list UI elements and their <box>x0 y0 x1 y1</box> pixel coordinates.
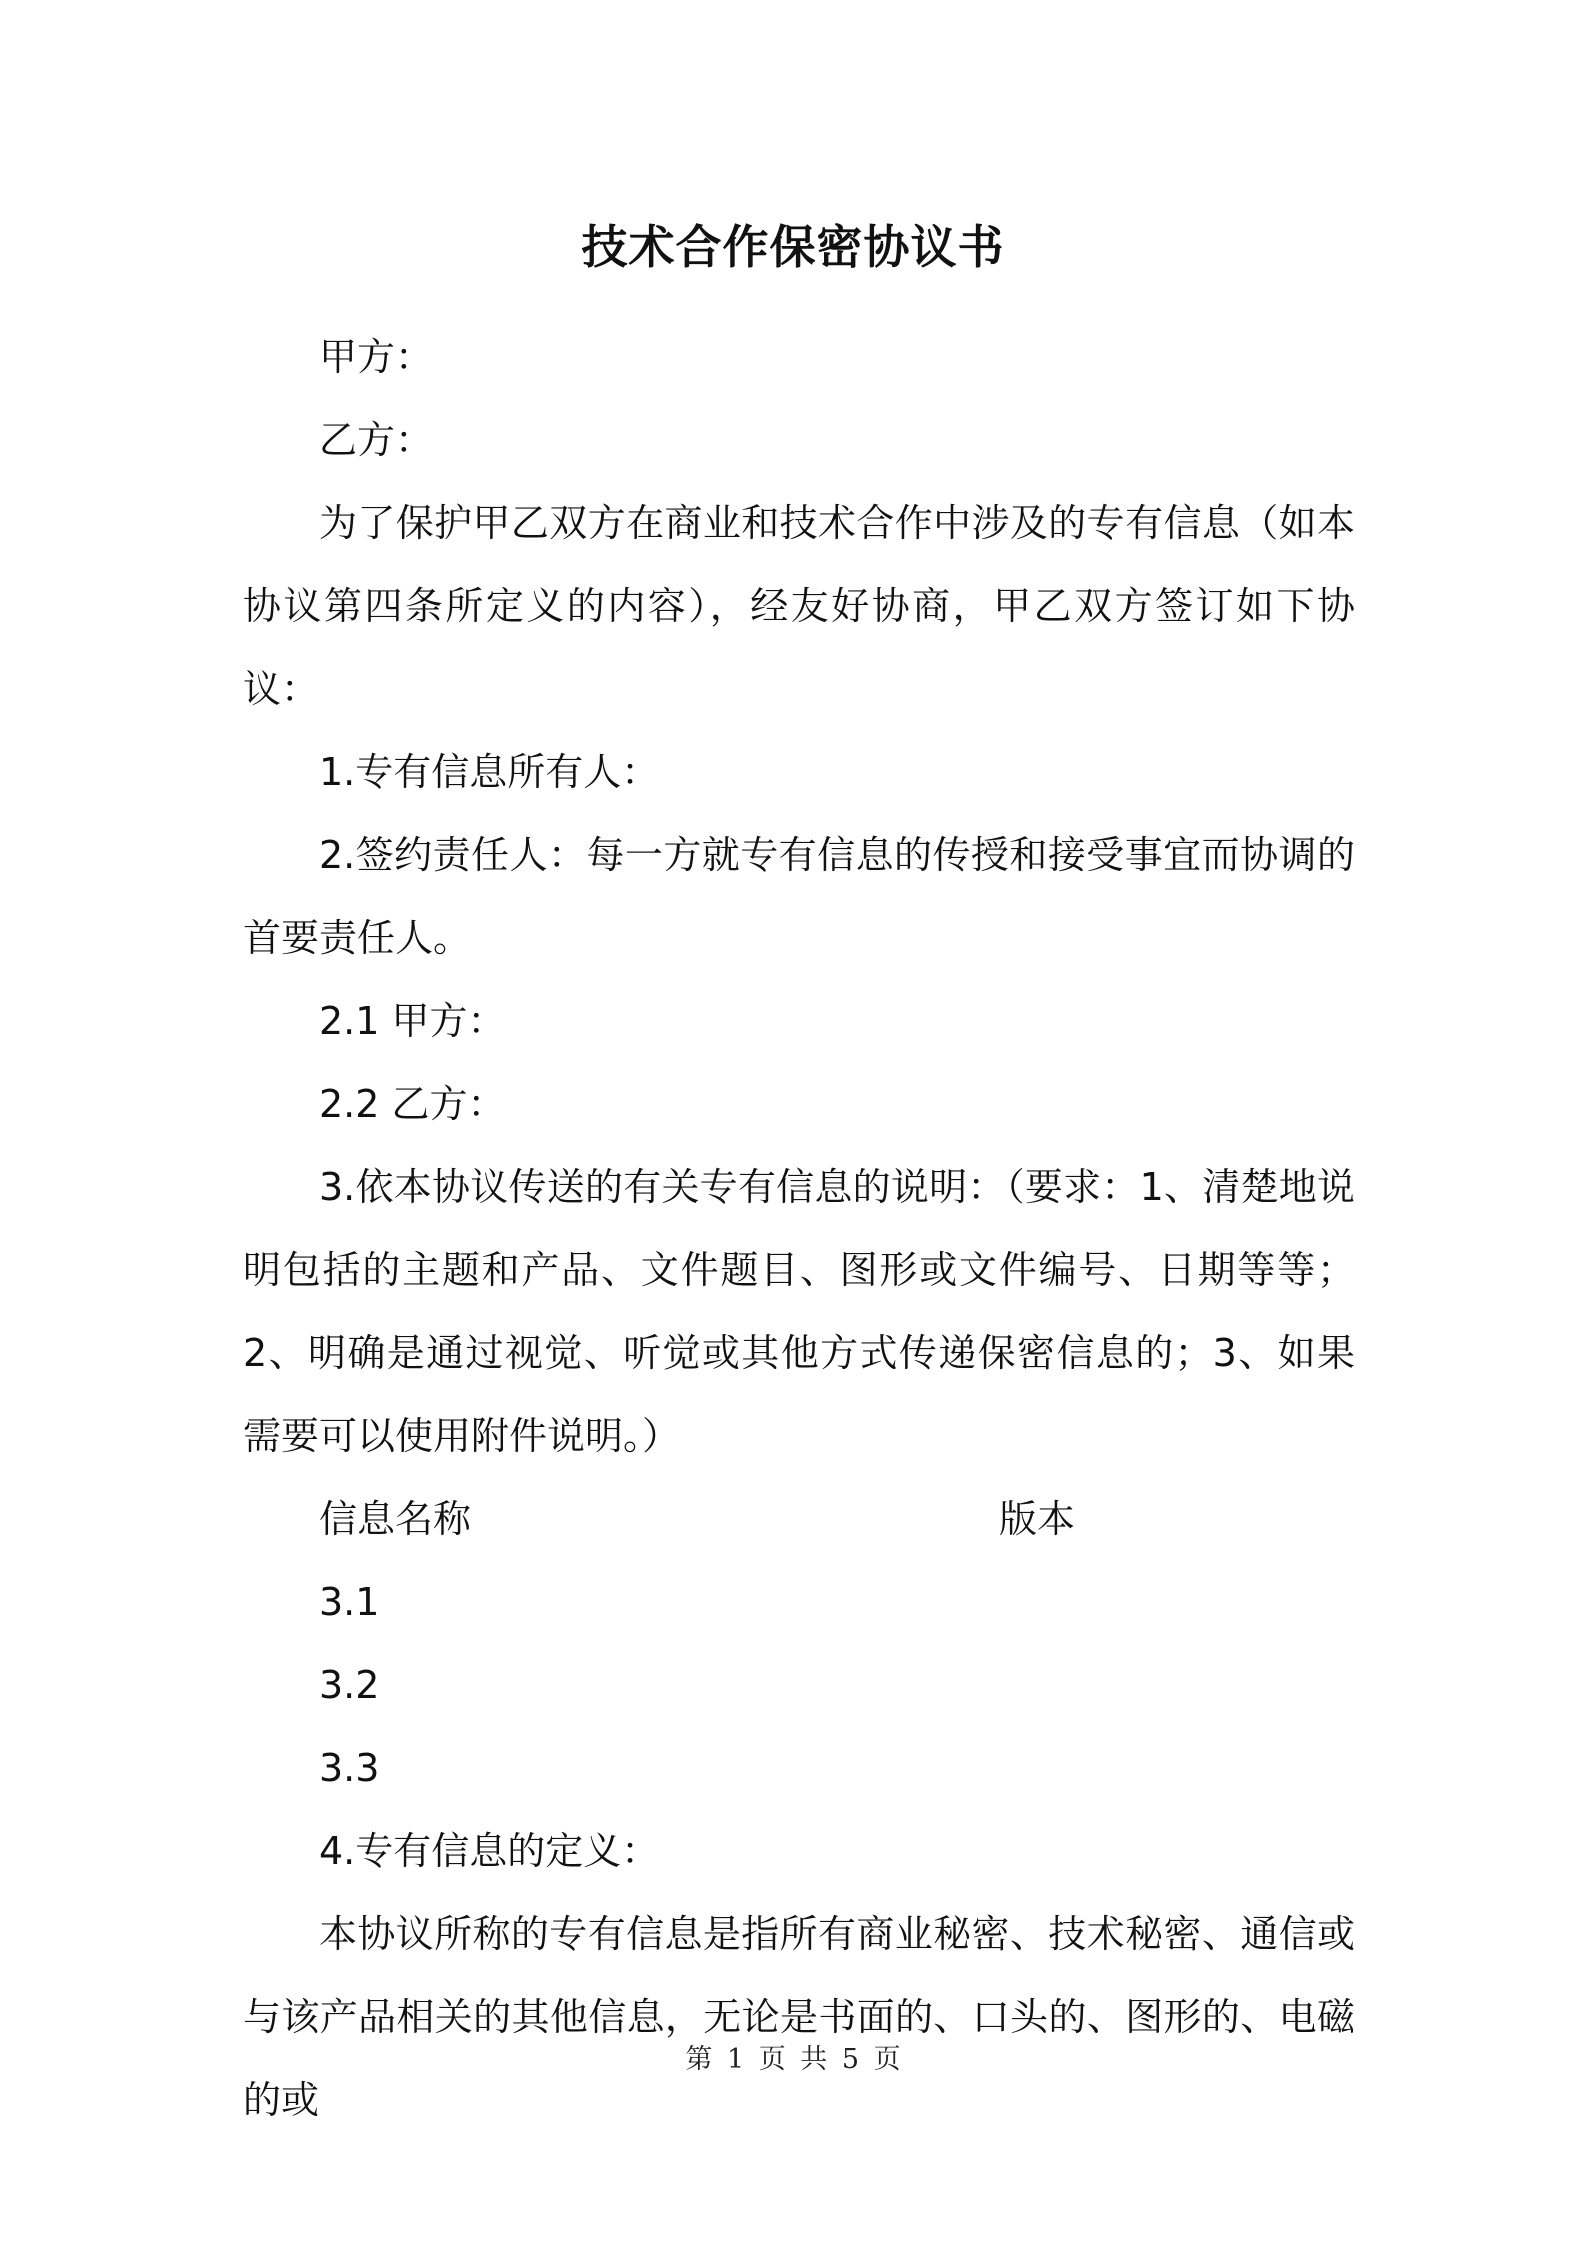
party-a-line: 甲方： <box>319 335 434 379</box>
clause-2-responsible: 2.签约责任人：每一方就专有信息的传授和接受事宜而协调的首要责任人。 <box>243 833 1355 960</box>
document-title: 技术合作保密协议书 <box>581 220 1005 274</box>
info-table-header <box>243 1478 1355 1561</box>
clause-3-description: 3.依本协议传送的有关专有信息的说明：（要求：1、清楚地说明包括的主题和产品、文件题目、图形或文件编号、日期等等；2、明确是通过视觉、听觉或其他方式传递保密信息的；3、如果需要可以使用附件说明。） <box>243 1165 1355 1458</box>
list-item: 3.2 <box>319 1663 380 1707</box>
definition-paragraph: 本协议所称的专有信息是指所有商业秘密、技术秘密、通信或与该产品相关的其他信息，无论是书面的、口头的、图形的、电磁的或 <box>243 1912 1355 2122</box>
document-body <box>243 316 1355 2142</box>
list-item: 3.1 <box>319 1580 380 1624</box>
info-name-header: 信息名称 <box>319 1497 472 1541</box>
clause-2-2-party-b: 2.2 乙方： <box>319 1082 506 1126</box>
preamble-paragraph: 为了保护甲乙双方在商业和技术合作中涉及的专有信息（如本协议第四条所定义的内容），经友好协商，甲乙双方签订如下协议： <box>243 501 1355 711</box>
clause-2-1-party-a: 2.1 甲方： <box>319 999 506 1043</box>
clause-1-owner: 1.专有信息所有人： <box>319 750 660 794</box>
version-header: 版本 <box>999 1497 1076 1541</box>
page-number-footer: 第 1 页 共 5 页 <box>685 2044 901 2075</box>
list-item: 3.3 <box>319 1746 380 1790</box>
clause-4-definition: 4.专有信息的定义： <box>319 1829 660 1873</box>
party-b-line: 乙方： <box>319 418 434 462</box>
